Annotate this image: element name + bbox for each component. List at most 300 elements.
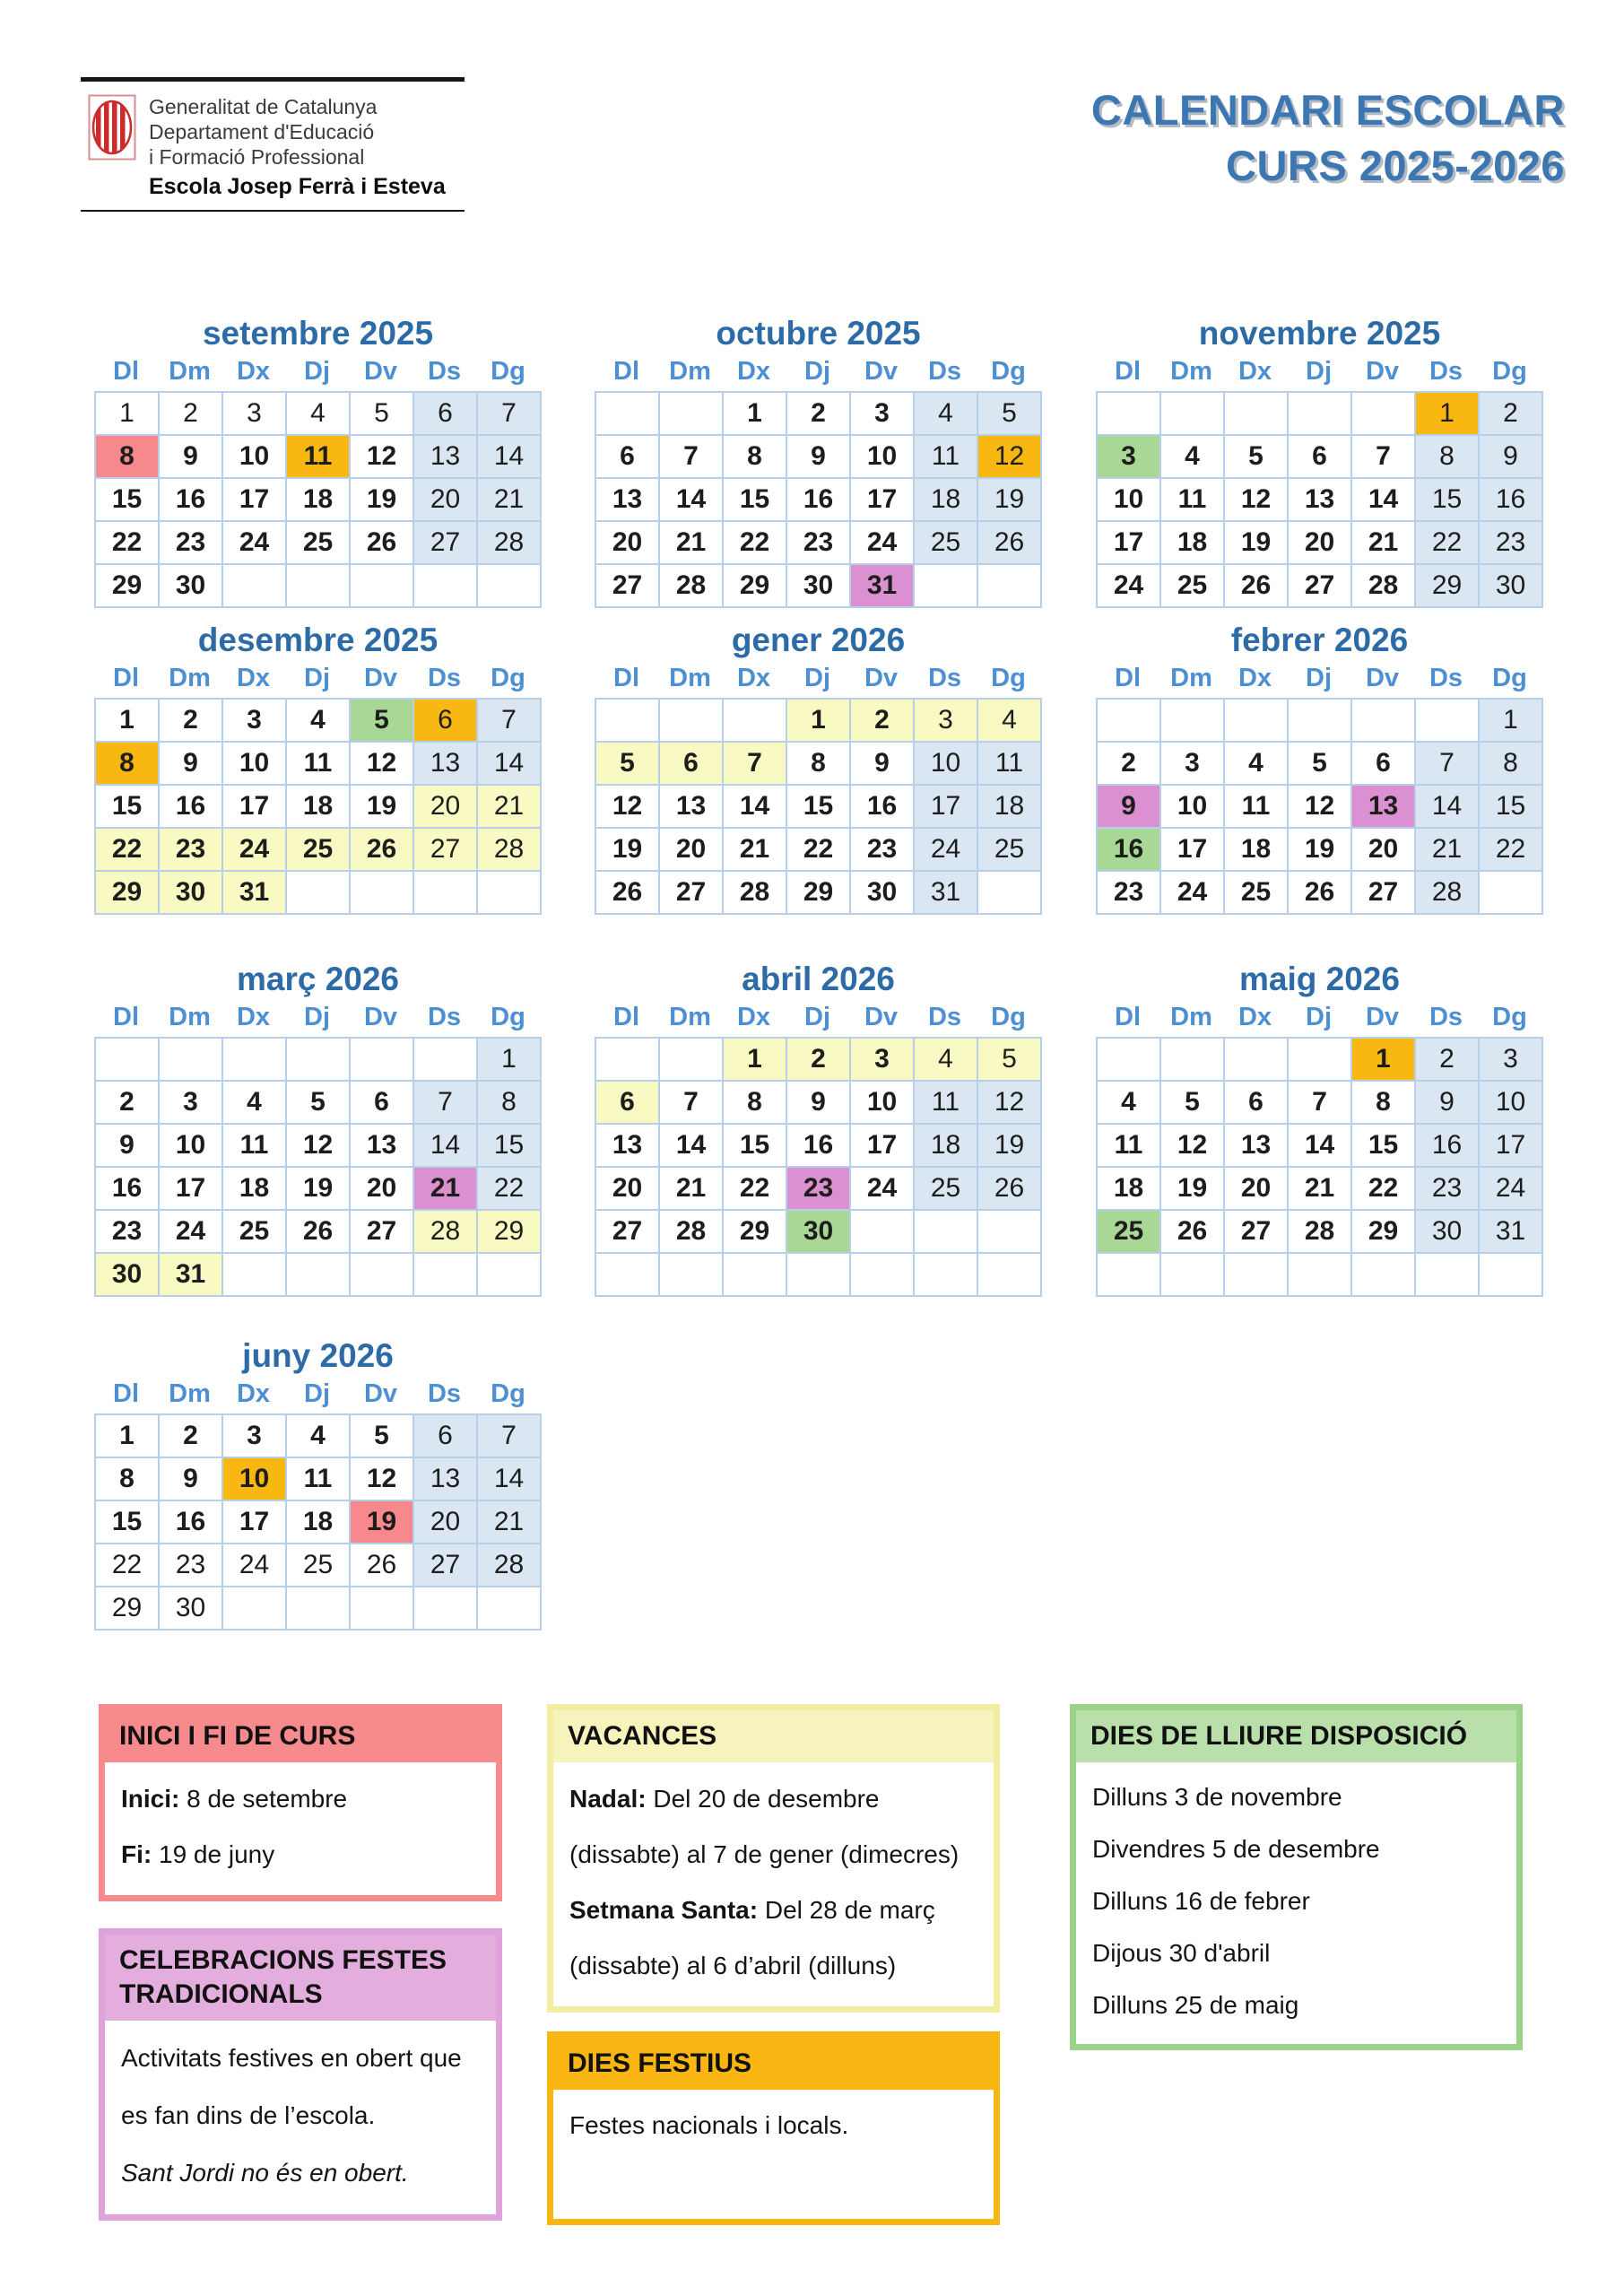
weekday-label: Dj <box>304 664 330 692</box>
day-cell: 4 <box>1098 1082 1161 1125</box>
empty-cell <box>1352 1254 1416 1297</box>
legend-box-body <box>553 2090 994 2219</box>
legend-line-segment: Del 20 de desembre (dissabte) al 7 de gener (dimecres) <box>569 1785 960 1868</box>
empty-cell <box>414 1039 478 1082</box>
weekday-label: Dj <box>1306 1003 1332 1031</box>
legend-line-segment: 19 de juny <box>152 1840 275 1868</box>
day-cell: 15 <box>787 786 851 829</box>
day-cell: 17 <box>851 1125 915 1168</box>
day-cell: 16 <box>1416 1125 1480 1168</box>
empty-cell <box>978 872 1042 915</box>
month-abril <box>595 960 1042 1297</box>
day-cell: 31 <box>915 872 978 915</box>
day-cell: 6 <box>596 436 660 479</box>
weekday-label: Dx <box>1238 357 1272 386</box>
day-cell: 19 <box>351 479 414 522</box>
day-cell: 28 <box>1289 1211 1352 1254</box>
weekday-label: Dm <box>1170 664 1212 692</box>
empty-cell <box>660 393 724 436</box>
day-cell: 22 <box>96 829 160 872</box>
day-cell: 21 <box>660 522 724 565</box>
day-cell: 14 <box>660 479 724 522</box>
legend-line <box>569 1771 977 1883</box>
month-title: febrer 2026 <box>1230 622 1409 658</box>
day-cell: 20 <box>1289 522 1352 565</box>
month-title: novembre 2025 <box>1198 315 1441 352</box>
day-cell: 6 <box>660 743 724 786</box>
empty-cell <box>414 1587 478 1631</box>
day-cell: 27 <box>414 522 478 565</box>
empty-cell <box>1225 1039 1289 1082</box>
empty-cell <box>1289 393 1352 436</box>
weekday-header-row <box>94 1378 542 1413</box>
day-cell: 1 <box>96 393 160 436</box>
day-cell: 10 <box>223 743 287 786</box>
day-cell: 6 <box>596 1082 660 1125</box>
day-cell: 6 <box>351 1082 414 1125</box>
day-cell: 7 <box>724 743 787 786</box>
day-cell: 21 <box>724 829 787 872</box>
day-cell: 15 <box>1480 786 1543 829</box>
empty-cell <box>478 1254 542 1297</box>
weekday-label: Dj <box>1306 357 1332 386</box>
weekday-header-row <box>595 662 1042 698</box>
day-cell: 30 <box>851 872 915 915</box>
month-title: abril 2026 <box>742 961 895 997</box>
day-cell: 28 <box>478 522 542 565</box>
day-cell: 16 <box>787 1125 851 1168</box>
day-cell: 27 <box>414 829 478 872</box>
day-cell: 2 <box>160 393 223 436</box>
legend-line <box>569 2099 977 2152</box>
day-cell: 28 <box>478 1544 542 1587</box>
day-cell: 14 <box>1289 1125 1352 1168</box>
month-grid <box>1096 698 1543 915</box>
day-cell: 2 <box>160 700 223 743</box>
day-cell: 5 <box>287 1082 351 1125</box>
day-cell: 11 <box>1098 1125 1161 1168</box>
day-cell: 8 <box>724 436 787 479</box>
day-cell: 22 <box>96 1544 160 1587</box>
empty-cell <box>1480 1254 1543 1297</box>
weekday-label: Dl <box>113 664 139 692</box>
empty-cell <box>596 1039 660 1082</box>
day-cell: 30 <box>787 565 851 608</box>
legend-box-title: DIES DE LLIURE DISPOSICIÓ <box>1076 1710 1516 1762</box>
month-grid <box>94 391 542 608</box>
legend-line-segment: Fi: <box>121 1840 152 1868</box>
day-cell: 7 <box>478 700 542 743</box>
day-cell: 14 <box>478 1458 542 1501</box>
month-febrer <box>1096 621 1543 915</box>
day-cell: 9 <box>1416 1082 1480 1125</box>
weekday-label: Dj <box>304 1003 330 1031</box>
day-cell: 22 <box>724 1168 787 1211</box>
day-cell: 7 <box>478 393 542 436</box>
day-cell: 18 <box>223 1168 287 1211</box>
weekday-label: Dx <box>236 1003 271 1031</box>
day-cell: 9 <box>851 743 915 786</box>
weekday-label: Dl <box>1115 664 1141 692</box>
empty-cell <box>1289 1039 1352 1082</box>
legend-box-body <box>1076 1762 1516 2044</box>
day-cell: 5 <box>1225 436 1289 479</box>
weekday-label: Dg <box>491 357 525 386</box>
day-cell: 26 <box>978 522 1042 565</box>
day-cell: 3 <box>1480 1039 1543 1082</box>
empty-cell <box>414 1254 478 1297</box>
day-cell: 31 <box>1480 1211 1543 1254</box>
legend-line <box>1092 1771 1500 1823</box>
day-cell: 8 <box>96 1458 160 1501</box>
day-cell: 27 <box>414 1544 478 1587</box>
day-cell: 28 <box>660 565 724 608</box>
day-cell: 1 <box>724 1039 787 1082</box>
weekday-label: Dx <box>1238 1003 1272 1031</box>
legend-line-segment: Divendres 5 de desembre <box>1092 1835 1380 1863</box>
day-cell: 12 <box>351 743 414 786</box>
day-cell: 25 <box>915 1168 978 1211</box>
empty-cell <box>160 1039 223 1082</box>
day-cell: 17 <box>160 1168 223 1211</box>
day-cell: 2 <box>787 1039 851 1082</box>
day-cell: 2 <box>1480 393 1543 436</box>
weekday-label: Dm <box>169 664 211 692</box>
day-cell: 25 <box>287 1544 351 1587</box>
day-cell: 5 <box>596 743 660 786</box>
day-cell: 21 <box>1352 522 1416 565</box>
empty-cell <box>351 1254 414 1297</box>
weekday-label: Dg <box>991 357 1026 386</box>
empty-cell <box>660 1254 724 1297</box>
day-cell: 15 <box>96 479 160 522</box>
day-cell: 10 <box>160 1125 223 1168</box>
weekday-label: Dm <box>669 664 711 692</box>
empty-cell <box>978 1254 1042 1297</box>
day-cell: 25 <box>1225 872 1289 915</box>
day-cell: 31 <box>160 1254 223 1297</box>
empty-cell <box>414 872 478 915</box>
month-title: setembre 2025 <box>202 315 434 352</box>
day-cell: 11 <box>223 1125 287 1168</box>
day-cell: 26 <box>1225 565 1289 608</box>
day-cell: 16 <box>160 786 223 829</box>
day-cell: 3 <box>851 1039 915 1082</box>
weekday-label: Dv <box>363 664 398 692</box>
weekday-label: Dx <box>736 1003 771 1031</box>
day-cell: 7 <box>1416 743 1480 786</box>
day-cell: 14 <box>478 436 542 479</box>
org-line-1: Generalitat de Catalunya <box>149 95 378 118</box>
weekday-label: Dv <box>363 357 398 386</box>
day-cell: 4 <box>1161 436 1225 479</box>
day-cell: 3 <box>915 700 978 743</box>
empty-cell <box>1480 872 1543 915</box>
day-cell: 29 <box>724 565 787 608</box>
day-cell: 31 <box>223 872 287 915</box>
weekday-label: Dv <box>1365 664 1400 692</box>
day-cell: 29 <box>787 872 851 915</box>
empty-cell <box>660 1039 724 1082</box>
month-title: maig 2026 <box>1239 961 1400 997</box>
day-cell: 15 <box>1352 1125 1416 1168</box>
day-cell: 28 <box>478 829 542 872</box>
weekday-label: Dx <box>236 357 271 386</box>
day-cell: 20 <box>596 522 660 565</box>
weekday-label: Ds <box>927 664 962 692</box>
day-cell: 18 <box>1098 1168 1161 1211</box>
day-cell: 5 <box>1161 1082 1225 1125</box>
legend-line <box>569 1883 977 1994</box>
day-cell: 13 <box>596 1125 660 1168</box>
weekday-label: Dx <box>736 664 771 692</box>
day-cell: 24 <box>1480 1168 1543 1211</box>
day-cell: 13 <box>414 436 478 479</box>
org-line-2: Departament d'Educació <box>149 120 375 144</box>
day-cell: 18 <box>1161 522 1225 565</box>
day-cell: 3 <box>223 1415 287 1458</box>
empty-cell <box>1352 700 1416 743</box>
day-cell: 11 <box>915 436 978 479</box>
empty-cell <box>596 1254 660 1297</box>
empty-cell <box>1416 700 1480 743</box>
weekday-header-row <box>1096 662 1543 698</box>
day-cell: 12 <box>596 786 660 829</box>
weekday-header-row <box>595 355 1042 391</box>
day-cell: 19 <box>596 829 660 872</box>
day-cell: 15 <box>478 1125 542 1168</box>
day-cell: 29 <box>1352 1211 1416 1254</box>
empty-cell <box>1098 393 1161 436</box>
day-cell: 5 <box>978 1039 1042 1082</box>
day-cell: 10 <box>223 436 287 479</box>
day-cell: 22 <box>96 522 160 565</box>
weekday-label: Dg <box>1492 357 1527 386</box>
weekday-label: Dg <box>491 1003 525 1031</box>
day-cell: 12 <box>351 436 414 479</box>
weekday-label: Dv <box>363 1379 398 1408</box>
day-cell: 27 <box>1352 872 1416 915</box>
empty-cell <box>596 393 660 436</box>
day-cell: 11 <box>287 743 351 786</box>
day-cell: 15 <box>724 479 787 522</box>
day-cell: 9 <box>96 1125 160 1168</box>
weekday-label: Dl <box>1115 1003 1141 1031</box>
day-cell: 14 <box>1416 786 1480 829</box>
legend-box-celebracions <box>99 1928 502 2221</box>
day-cell: 21 <box>478 1501 542 1544</box>
day-cell: 20 <box>1225 1168 1289 1211</box>
day-cell: 27 <box>1289 565 1352 608</box>
day-cell: 11 <box>1161 479 1225 522</box>
day-cell: 17 <box>915 786 978 829</box>
day-cell: 15 <box>96 1501 160 1544</box>
empty-cell <box>351 1039 414 1082</box>
weekday-header-row <box>94 355 542 391</box>
day-cell: 1 <box>478 1039 542 1082</box>
weekday-label: Ds <box>427 357 462 386</box>
day-cell: 23 <box>787 522 851 565</box>
legend-box-title: CELEBRACIONS FESTES TRADICIONALS <box>105 1935 496 2021</box>
day-cell: 24 <box>160 1211 223 1254</box>
day-cell: 16 <box>160 479 223 522</box>
day-cell: 1 <box>787 700 851 743</box>
day-cell: 9 <box>160 1458 223 1501</box>
day-cell: 1 <box>96 1415 160 1458</box>
weekday-label: Dg <box>491 1379 525 1408</box>
day-cell: 17 <box>851 479 915 522</box>
day-cell: 26 <box>1289 872 1352 915</box>
legend-box-vacances <box>547 1704 1000 2013</box>
day-cell: 8 <box>724 1082 787 1125</box>
day-cell: 17 <box>223 1501 287 1544</box>
day-cell: 5 <box>351 700 414 743</box>
day-cell: 2 <box>851 700 915 743</box>
legend-box-inici-fi-curs <box>99 1704 502 1901</box>
legend-line-segment: Nadal: <box>569 1785 647 1813</box>
day-cell: 23 <box>851 829 915 872</box>
month-desembre <box>94 621 542 915</box>
day-cell: 6 <box>414 1415 478 1458</box>
day-cell: 24 <box>1161 872 1225 915</box>
weekday-label: Ds <box>427 1379 462 1408</box>
day-cell: 25 <box>287 522 351 565</box>
day-cell: 7 <box>414 1082 478 1125</box>
day-cell: 18 <box>978 786 1042 829</box>
day-cell: 15 <box>1416 479 1480 522</box>
day-cell: 1 <box>1416 393 1480 436</box>
month-juny <box>94 1336 542 1631</box>
legend-line <box>121 2144 480 2202</box>
day-cell: 26 <box>287 1211 351 1254</box>
weekday-header-row <box>94 662 542 698</box>
day-cell: 18 <box>915 1125 978 1168</box>
weekday-label: Dv <box>864 664 899 692</box>
empty-cell <box>915 565 978 608</box>
weekday-header-row <box>1096 1001 1543 1037</box>
day-cell: 8 <box>478 1082 542 1125</box>
empty-cell <box>978 565 1042 608</box>
weekday-label: Dm <box>669 357 711 386</box>
day-cell: 21 <box>478 786 542 829</box>
day-cell: 28 <box>724 872 787 915</box>
day-cell: 6 <box>1225 1082 1289 1125</box>
day-cell: 5 <box>351 1415 414 1458</box>
day-cell: 14 <box>478 743 542 786</box>
legend-box-body <box>105 2021 496 2214</box>
day-cell: 24 <box>915 829 978 872</box>
day-cell: 20 <box>351 1168 414 1211</box>
day-cell: 10 <box>223 1458 287 1501</box>
empty-cell <box>223 565 287 608</box>
day-cell: 1 <box>724 393 787 436</box>
day-cell: 22 <box>724 522 787 565</box>
day-cell: 23 <box>787 1168 851 1211</box>
weekday-label: Dg <box>1492 1003 1527 1031</box>
day-cell: 22 <box>787 829 851 872</box>
month-title: març 2026 <box>236 961 400 997</box>
weekday-label: Dl <box>113 1003 139 1031</box>
day-cell: 19 <box>978 479 1042 522</box>
empty-cell <box>1289 700 1352 743</box>
month-setembre <box>94 314 542 608</box>
empty-cell <box>1098 700 1161 743</box>
empty-cell <box>851 1211 915 1254</box>
legend-box-dies-festius <box>547 2031 1000 2225</box>
day-cell: 20 <box>1352 829 1416 872</box>
day-cell: 13 <box>414 1458 478 1501</box>
day-cell: 2 <box>1416 1039 1480 1082</box>
day-cell: 21 <box>1416 829 1480 872</box>
day-cell: 3 <box>851 393 915 436</box>
day-cell: 30 <box>787 1211 851 1254</box>
month-title: gener 2026 <box>731 622 906 658</box>
day-cell: 4 <box>1225 743 1289 786</box>
day-cell: 6 <box>1289 436 1352 479</box>
day-cell: 17 <box>1161 829 1225 872</box>
day-cell: 27 <box>660 872 724 915</box>
empty-cell <box>351 565 414 608</box>
weekday-label: Dl <box>1115 357 1141 386</box>
day-cell: 27 <box>596 1211 660 1254</box>
weekday-label: Dm <box>1170 1003 1212 1031</box>
legend-line <box>121 1827 480 1883</box>
empty-cell <box>96 1039 160 1082</box>
weekday-label: Dj <box>804 664 830 692</box>
empty-cell <box>1161 1039 1225 1082</box>
empty-cell <box>351 872 414 915</box>
weekday-label: Dv <box>363 1003 398 1031</box>
empty-cell <box>414 565 478 608</box>
legend-line-segment: Del 28 de març (dissabte) al 6 d’abril (dilluns) <box>569 1896 935 1979</box>
empty-cell <box>724 1254 787 1297</box>
day-cell: 13 <box>414 743 478 786</box>
day-cell: 23 <box>160 1544 223 1587</box>
day-cell: 12 <box>1161 1125 1225 1168</box>
day-cell: 4 <box>287 1415 351 1458</box>
day-cell: 7 <box>1352 436 1416 479</box>
day-cell: 12 <box>978 436 1042 479</box>
weekday-label: Dg <box>491 664 525 692</box>
weekday-label: Dv <box>864 357 899 386</box>
day-cell: 15 <box>96 786 160 829</box>
day-cell: 29 <box>96 1587 160 1631</box>
day-cell: 19 <box>351 1501 414 1544</box>
day-cell: 20 <box>660 829 724 872</box>
legend-line-segment: Activitats festives en obert que es fan dins de l’escola. <box>121 2044 462 2129</box>
legend-line <box>121 1771 480 1827</box>
weekday-label: Ds <box>1429 664 1463 692</box>
day-cell: 16 <box>1480 479 1543 522</box>
day-cell: 7 <box>478 1415 542 1458</box>
weekday-label: Dj <box>304 357 330 386</box>
page-title-line-1: CALENDARI ESCOLAR <box>1090 86 1565 134</box>
day-cell: 8 <box>1480 743 1543 786</box>
day-cell: 16 <box>787 479 851 522</box>
day-cell: 8 <box>96 743 160 786</box>
day-cell: 21 <box>414 1168 478 1211</box>
day-cell: 14 <box>660 1125 724 1168</box>
month-novembre <box>1096 314 1543 608</box>
day-cell: 17 <box>1098 522 1161 565</box>
day-cell: 18 <box>915 479 978 522</box>
day-cell: 4 <box>223 1082 287 1125</box>
weekday-label: Dm <box>169 357 211 386</box>
day-cell: 29 <box>96 565 160 608</box>
weekday-label: Dj <box>1306 664 1332 692</box>
month-maig <box>1096 960 1543 1297</box>
day-cell: 19 <box>978 1125 1042 1168</box>
